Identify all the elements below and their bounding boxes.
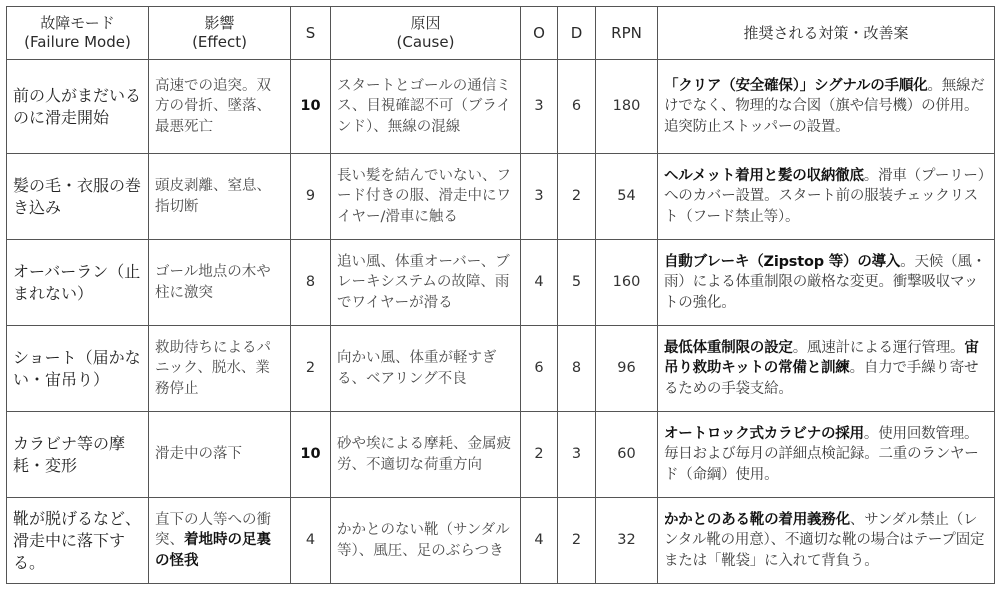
recommendation-cell: [658, 154, 995, 240]
effect-key-text: 着地時の足裏の怪我: [155, 532, 271, 569]
header-effect-jp: 影響: [204, 14, 235, 32]
cause-cell: 追い風、体重オーバー、ブレーキシステムの故障、雨でワイヤーが滑る: [331, 240, 521, 326]
effect-cell: [149, 498, 291, 584]
detection-cell: 6: [558, 60, 596, 154]
rpn-cell: 96: [596, 326, 658, 412]
failure-mode-cell: カラビナ等の摩耗・変形: [7, 412, 149, 498]
recommendation-cell: [658, 498, 995, 584]
severity-cell: 8: [291, 240, 331, 326]
recommendation-cell: [658, 60, 995, 154]
header-occurrence: O: [521, 7, 558, 60]
header-effect: [149, 7, 291, 60]
recommendation-key-text: 自動ブレーキ（Zipstop 等）の導入: [664, 253, 901, 270]
cause-cell: かかとのない靴（サンダル等）、風圧、足のぶらつき: [331, 498, 521, 584]
table-row: [7, 326, 995, 412]
recommendation-key-text: 「クリア（安全確保）」シグナルの手順化: [664, 77, 928, 94]
header-rpn: RPN: [596, 7, 658, 60]
effect-cell: 高速での追突。双方の骨折、墜落、最悪死亡: [149, 60, 291, 154]
fmea-table: [6, 6, 995, 584]
severity-cell: 9: [291, 154, 331, 240]
recommendation-cell: [658, 240, 995, 326]
header-severity: S: [291, 7, 331, 60]
occurrence-cell: 4: [521, 240, 558, 326]
failure-mode-cell: 靴が脱げるなど、滑走中に落下する。: [7, 498, 149, 584]
effect-cell: 救助待ちによるパニック、脱水、業務停止: [149, 326, 291, 412]
occurrence-cell: 3: [521, 60, 558, 154]
recommendation-key-text: かかとのある靴の着用義務化: [664, 511, 850, 528]
header-failure-mode-jp: 故障モード: [40, 14, 115, 32]
header-cause-en: (Cause): [396, 33, 455, 51]
rpn-cell: 60: [596, 412, 658, 498]
severity-cell: 4: [291, 498, 331, 584]
failure-mode-cell: 前の人がまだいるのに滑走開始: [7, 60, 149, 154]
cause-cell: 長い髪を結んでいない、フード付きの服、滑走中にワイヤー/滑車に触る: [331, 154, 521, 240]
header-detection: D: [558, 7, 596, 60]
effect-cell: 滑走中の落下: [149, 412, 291, 498]
table-row: [7, 60, 995, 154]
severity-cell: 2: [291, 326, 331, 412]
detection-cell: 8: [558, 326, 596, 412]
occurrence-cell: 3: [521, 154, 558, 240]
table-row: [7, 412, 995, 498]
table-row: [7, 240, 995, 326]
rpn-cell: 160: [596, 240, 658, 326]
rpn-cell: 32: [596, 498, 658, 584]
header-effect-en: (Effect): [192, 33, 247, 51]
fmea-table-container: [6, 6, 994, 584]
effect-cell: 頭皮剥離、窒息、指切断: [149, 154, 291, 240]
failure-mode-cell: オーバーラン（止まれない）: [7, 240, 149, 326]
recommendation-cell: [658, 326, 995, 412]
recommendation-text-2: 。自力で手繰り寄せるための手袋支給。: [664, 360, 979, 397]
recommendation-key-text: ヘルメット着用と髪の収納徹底: [664, 167, 864, 184]
occurrence-cell: 2: [521, 412, 558, 498]
failure-mode-cell: 髪の毛・衣服の巻き込み: [7, 154, 149, 240]
effect-cell: ゴール地点の木や柱に激突: [149, 240, 291, 326]
recommendation-cell: [658, 412, 995, 498]
recommendation-text: 。風速計による運行管理。: [792, 339, 965, 356]
cause-cell: 向かい風、体重が軽すぎる、ベアリング不良: [331, 326, 521, 412]
detection-cell: 3: [558, 412, 596, 498]
occurrence-cell: 6: [521, 326, 558, 412]
detection-cell: 2: [558, 498, 596, 584]
header-failure-mode-en: (Failure Mode): [24, 33, 131, 51]
occurrence-cell: 4: [521, 498, 558, 584]
severity-cell: 10: [291, 412, 331, 498]
header-cause: [331, 7, 521, 60]
header-row: [7, 7, 995, 60]
table-row: [7, 154, 995, 240]
cause-cell: スタートとゴールの通信ミス、目視確認不可（ブラインド）、無線の混線: [331, 60, 521, 154]
recommendation-text: 。使用回数管理。毎日および毎月の詳細点検記録。二重のランヤード（命綱）使用。: [664, 425, 979, 483]
failure-mode-cell: ショート（届かない・宙吊り）: [7, 326, 149, 412]
recommendation-text: 。天候（風・雨）による体重制限の厳格な変更。衝撃吸収マットの強化。: [664, 253, 987, 311]
recommendation-text: 。無線だけでなく、物理的な合図（旗や信号機）の併用。追突防止ストッパーの設置。: [664, 77, 985, 135]
header-failure-mode: [7, 7, 149, 60]
effect-text: 直下の人等への衝突、: [155, 511, 271, 549]
table-row: [7, 498, 995, 584]
header-recommendation: 推奨される対策・改善案: [658, 7, 995, 60]
rpn-cell: 54: [596, 154, 658, 240]
recommendation-key-text: 最低体重制限の設定: [664, 339, 793, 356]
recommendation-text: 。滑車（プーリー）へのカバー設置。スタート前の服装チェックリスト（フード禁止等）。: [664, 167, 985, 225]
header-cause-jp: 原因: [410, 14, 441, 32]
recommendation-key-text: オートロック式カラビナの採用: [664, 425, 864, 442]
detection-cell: 2: [558, 154, 596, 240]
rpn-cell: 180: [596, 60, 658, 154]
severity-cell: 10: [291, 60, 331, 154]
cause-cell: 砂や埃による摩耗、金属疲労、不適切な荷重方向: [331, 412, 521, 498]
detection-cell: 5: [558, 240, 596, 326]
recommendation-text: 、サンダル禁止（レンタル靴の用意）、不適切な靴の場合はテープ固定または「靴袋」に入れて背負う。: [664, 511, 985, 569]
recommendation-key-text-2: 宙吊り救助キットの常備と訓練: [664, 339, 979, 377]
